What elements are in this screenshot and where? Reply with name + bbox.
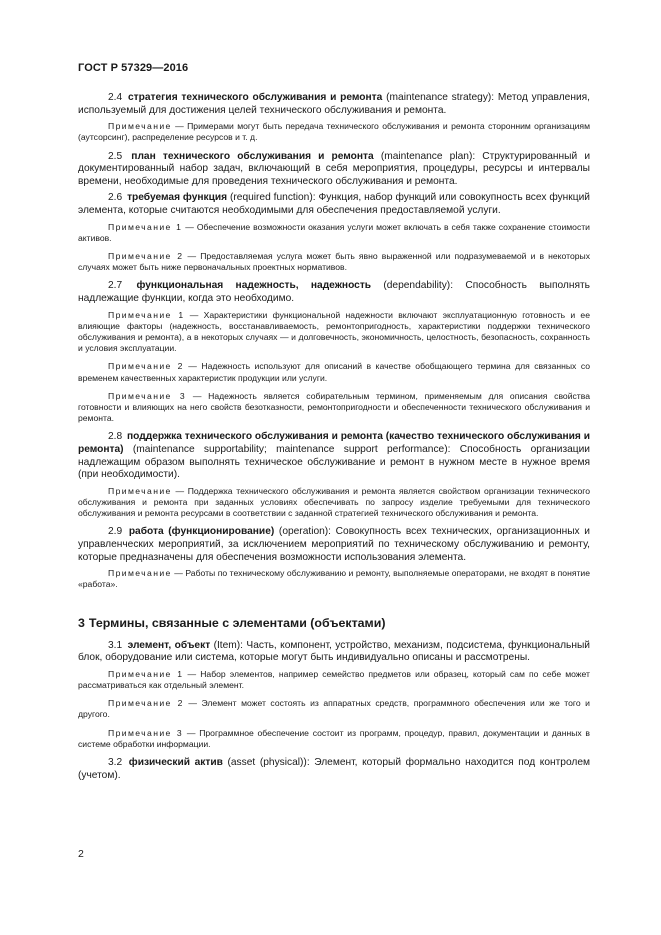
note xyxy=(78,222,590,244)
clause-number: 3.1 xyxy=(108,639,123,651)
note xyxy=(78,669,590,691)
term-text: (maintenance supportability; maintenance support performance): Способность организации надлежащим образом выполнять техническое обслуживание и ремонт в нужном месте в нужное время (при необходимости). xyxy=(78,443,590,481)
clause-number: 2.8 xyxy=(108,431,123,443)
term-name: работа (функционирование) xyxy=(128,526,275,538)
term-definition xyxy=(78,280,590,305)
term-text: (maintenance strategy): Метод управления, используемый для достижения целей технического обслуживания и ремонта. xyxy=(78,92,590,116)
note-text: — Предоставляемая услуга может быть явно выраженной или подразумеваемой и в некоторых случаях может быть ниже первоначальных проектных нормативов. xyxy=(78,250,590,273)
term-text: (dependability): Способность выполнять надлежащие функции, когда это необходимо. xyxy=(78,280,590,304)
clause-number: 2.5 xyxy=(108,150,123,162)
note xyxy=(78,698,590,720)
term-definition xyxy=(78,640,590,665)
note-text: — Работы по техническому обслуживанию и ремонту, выполняемые операторами, не входят в понятие «работа». xyxy=(78,568,590,590)
term-definition xyxy=(78,757,590,782)
section-number: 3 xyxy=(78,615,85,630)
note-text: — Поддержка технического обслуживания и ремонта является свойством организации технического обслуживания и ремонта при заданных условиях обеспечивать по запросу изделие требуемыми для технического обслуживания и ремонта ресурсами в соответствии с заданной стратегией технического обслуживания и ремонта. xyxy=(78,485,590,519)
term-name: элемент, объект xyxy=(127,639,211,651)
clause-number: 3.2 xyxy=(108,756,123,768)
term-name: стратегия технического обслуживания и ремонта xyxy=(127,92,383,103)
note-text: — Примерами могут быть передача технического обслуживания и ремонта сторонним организациям (аутсорсинг), распределение ресурсов и т. д. xyxy=(78,121,590,143)
note-label: Примечание xyxy=(108,568,172,579)
term-name: физический актив xyxy=(128,756,223,768)
note xyxy=(78,251,590,273)
clause-number: 2.9 xyxy=(108,526,123,538)
note-text: — Элемент может состоять из аппаратных средств, программного обеспечения или же того и другого. xyxy=(78,698,590,720)
clause-number: 2.6 xyxy=(108,192,123,204)
note-text: — Характеристики функциональной надежности включают эксплуатационную готовность и ее влияющие факторы (надежность, восстанавливаемость, ремонтопригодность, характеристики поддержки технического обслуживания и ремонта), а в некоторых случаях — и долговечность, экономичность, целостность, безопасность, сохранность и условия эксплуатации. xyxy=(78,309,590,354)
term-name: требуемая функция xyxy=(127,192,228,204)
note-label: Примечание 3 xyxy=(108,727,184,738)
note-label: Примечание 2 xyxy=(108,698,184,709)
clause-number: 2.7 xyxy=(108,280,123,292)
note-label: Примечание 2 xyxy=(108,250,184,261)
document-header: ГОСТ Р 57329—2016 xyxy=(78,62,189,74)
page-number: 2 xyxy=(78,848,84,860)
note-label: Примечание 1 xyxy=(108,668,184,679)
note-label: Примечание 2 xyxy=(108,361,184,372)
term-definition xyxy=(78,192,590,217)
note-text: — Надежность является собирательным термином, применяемым для описания свойства готовности и влияющих на него свойств безотказности, ремонтопригодности и обеспеченности технического обслуживания и ремонта. xyxy=(78,390,590,424)
term-definition xyxy=(78,431,590,481)
note xyxy=(78,310,590,355)
term-definition xyxy=(78,151,590,189)
note-text: — Обеспечение возможности оказания услуги может включать в себя также сохранение стоимости активов. xyxy=(78,221,590,243)
term-text: (asset (physical)): Элемент, который формально находится под контролем (учетом). xyxy=(78,756,590,781)
note-label: Примечание 1 xyxy=(108,309,185,320)
note-label: Примечание xyxy=(108,121,172,132)
note xyxy=(78,568,590,590)
note-label: Примечание xyxy=(108,485,172,496)
term-name: поддержка технического обслуживания и ремонта (качество технического обслуживания и ремонта) xyxy=(78,431,590,455)
term-definition xyxy=(78,92,590,117)
note xyxy=(78,391,590,425)
note-text: — Программное обеспечение состоит из программ, процедур, правил, документации и данных в системе обработки информации. xyxy=(78,727,590,749)
note xyxy=(78,728,590,750)
note xyxy=(78,361,590,383)
note xyxy=(78,486,590,520)
note-text: — Набор элементов, например семейство предметов или образец, который сам по себе может рассматриваться как отдельный элемент. xyxy=(78,668,590,690)
note-label: Примечание 1 xyxy=(108,221,183,232)
term-definition xyxy=(78,526,590,564)
term-text: (operation): Совокупность всех технических, организационных и управленческих мероприятий, за исключением мероприятий по техническому обслуживанию и ремонту, которые предназначены для обеспечения возможности использования элемента. xyxy=(78,526,590,563)
term-text: (required function): Функция, набор функций или совокупность всех функций элемента, которые считаются необходимыми для обеспечения предоставляемой услуги. xyxy=(78,192,590,216)
note-label: Примечание 3 xyxy=(108,390,187,401)
term-name: функциональная надежность, надежность xyxy=(136,280,372,292)
clause-number: 2.4 xyxy=(108,92,123,103)
section-title: Термины, связанные с элементами (объектами) xyxy=(88,615,386,630)
term-text: (Item): Часть, компонент, устройство, механизм, подсистема, функциональный блок, оборудование или система, которые могут быть индивидуально описаны и рассмотрены. xyxy=(78,639,590,664)
term-text: (maintenance plan): Структурированный и документированный набор задач, включающий в себя мероприятия, процедуры, ресурсы и интервалы времени, необходимые для проведения технического обслуживания и ремонта. xyxy=(78,150,591,187)
document-body xyxy=(78,92,590,786)
section-heading xyxy=(78,616,590,630)
note xyxy=(78,121,590,143)
term-name: план технического обслуживания и ремонта xyxy=(131,150,374,162)
note-text: — Надежность используют для описаний в качестве обобщающего термина для связанных со временем качественных характеристик продукции или услуги. xyxy=(78,361,590,383)
